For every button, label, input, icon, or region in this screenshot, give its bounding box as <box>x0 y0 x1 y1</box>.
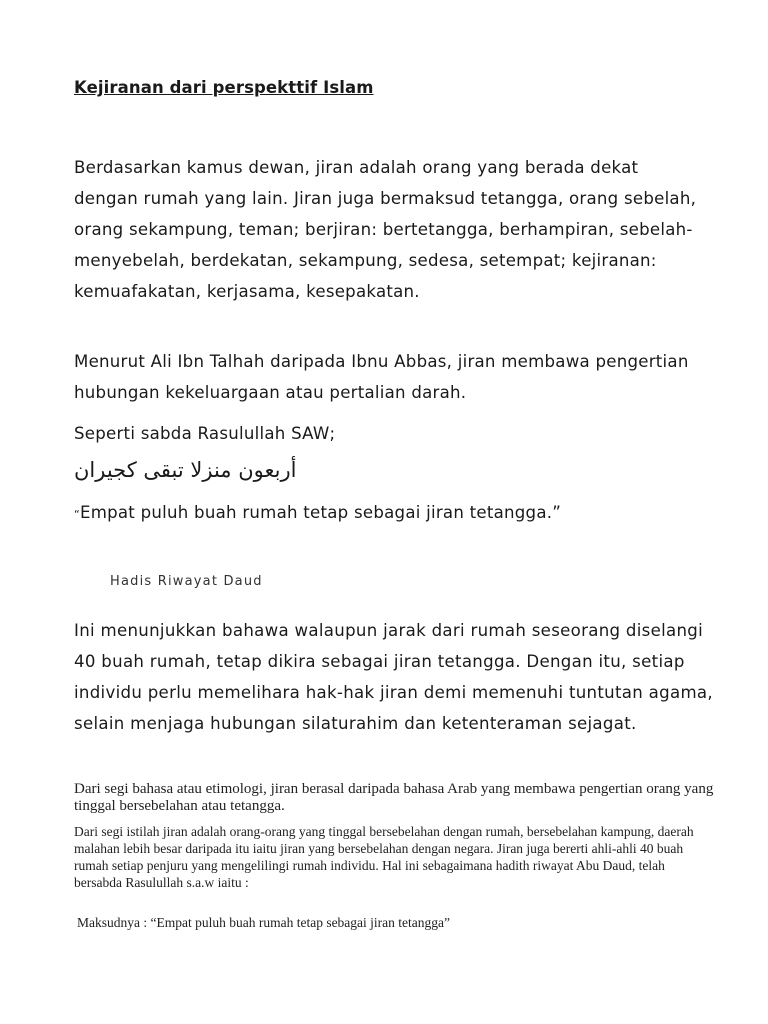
hadith-translation <box>74 497 714 530</box>
paragraph-conclusion: Ini menunjukkan bahawa walaupun jarak dari rumah seseorang diselangi 40 buah rumah, tetap dikira sebagai jiran tetangga. Dengan itu, setiap individu perlu memelihara hak-hak jiran demi memenuhi tuntutan agama, selain menjaga hubungan silaturahim dan ketenteraman sejagat. <box>74 621 713 733</box>
paragraph-definition: Berdasarkan kamus dewan, jiran adalah orang yang berada dekat dengan rumah yang lain. Jiran juga bermaksud tetangga, orang sebelah, orang sekampung, teman; berjiran: bertetangga, berhampiran, sebelah-menyebelah, berdekatan, sekampung, sedesa, setempat; kejiranan: kemuafakatan, kerjasama, kesepakatan. <box>74 158 697 301</box>
paragraph-etymology: Dari segi bahasa atau etimologi, jiran berasal daripada bahasa Arab yang membawa pengertian orang yang tinggal bersebelahan atau tetangga. <box>74 781 714 814</box>
paragraph-sabda-intro: Seperti sabda Rasulullah SAW; <box>74 424 336 443</box>
hadith-source: Hadis Riwayat Daud <box>110 574 263 589</box>
paragraph-ibn-abbas: Menurut Ali Ibn Talhah daripada Ibnu Abbas, jiran membawa pengertian hubungan kekeluargaan atau pertalian darah. <box>74 352 689 402</box>
paragraph-maksudnya: Maksudnya : “Empat puluh buah rumah tetap sebagai jiran tetangga” <box>77 915 451 930</box>
arabic-hadith-text: أربعون منزلا تبقى كجيران <box>74 458 297 482</box>
open-quote-mark: “ <box>74 508 80 521</box>
paragraph-terminology: Dari segi istilah jiran adalah orang-orang yang tinggal bersebelahan dengan rumah, bersebelahan kampung, daerah malahan lebih besar daripada itu iaitu jiran yang bersebelahan dengan negara. Jiran juga bererti ahli-ahli 40 buah rumah setiap penjuru yang mengelilingi rumah individu. Hal ini sebagaimana hadith riwayat Abu Daud, telah bersabda Rasulullah s.a.w iaitu : <box>74 824 694 890</box>
document-title: Kejiranan dari perspekttif Islam <box>74 78 374 97</box>
hadith-translation-text: Empat puluh buah rumah tetap sebagai jiran tetangga.” <box>79 503 562 522</box>
